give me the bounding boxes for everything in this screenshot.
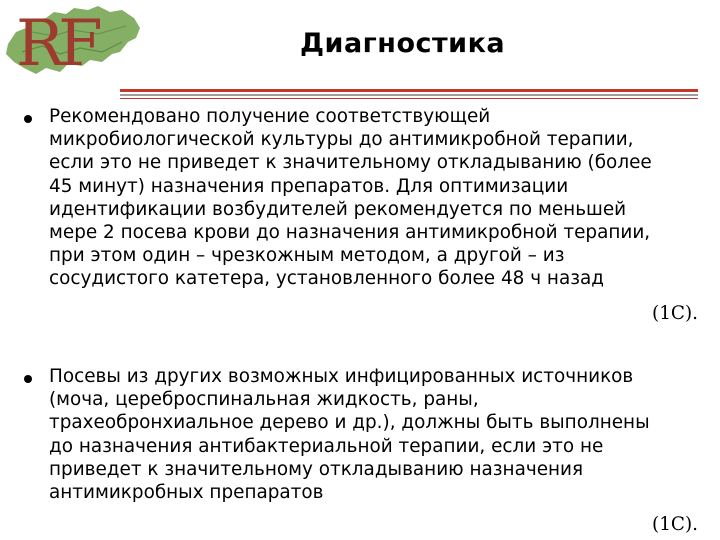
bullet-dot (24, 375, 32, 383)
header-rule-gray (120, 94, 698, 96)
bullet-line: сосудистого катетера, установленного более 48 ч назад (49, 268, 604, 290)
bullet-line: если это не приведет к значительному откладыванию (более (49, 152, 652, 174)
bullet-line: Посевы из других возможных инфицированных источников (49, 366, 634, 387)
bullet-line: (моча, цереброспинальная жидкость, раны, (49, 389, 479, 411)
rf-logo (2, 2, 144, 86)
evidence-grade: (1С). (652, 514, 698, 535)
logo-letters: RF (16, 7, 97, 81)
bullet-line: при этом один – чрезкожным методом, а другой – из (49, 245, 565, 267)
page-title: Диагностика (300, 28, 506, 59)
bullet-line: идентификации возбудителей рекомендуется по меньшей (49, 198, 627, 220)
bullet-line: приведет к значительному откладыванию назначения (49, 458, 584, 480)
bullet-line: микробиологической культуры до антимикробной терапии, (49, 129, 634, 151)
bullet-line: трахеобронхиальное дерево и др.), должны быть выполнены (49, 412, 650, 434)
bullet-item-1 (49, 105, 699, 291)
bullet-line: до назначения антибактериальной терапии, если это не (49, 435, 604, 457)
header-rule-red (120, 89, 698, 92)
bullet-line: 45 минут) назначения препаратов. Для оптимизации (49, 175, 569, 197)
bullet-line: антимикробных препаратов (49, 482, 324, 504)
bullet-item-2 (49, 365, 699, 504)
evidence-grade: (1С). (652, 303, 698, 324)
bullet-line: Рекомендовано получение соответствующей (49, 106, 491, 127)
bullet-line: мере 2 посева крови до назначения антимикробной терапии, (49, 222, 651, 244)
header-rule-red-thin (120, 98, 698, 99)
bullet-dot (24, 115, 32, 123)
